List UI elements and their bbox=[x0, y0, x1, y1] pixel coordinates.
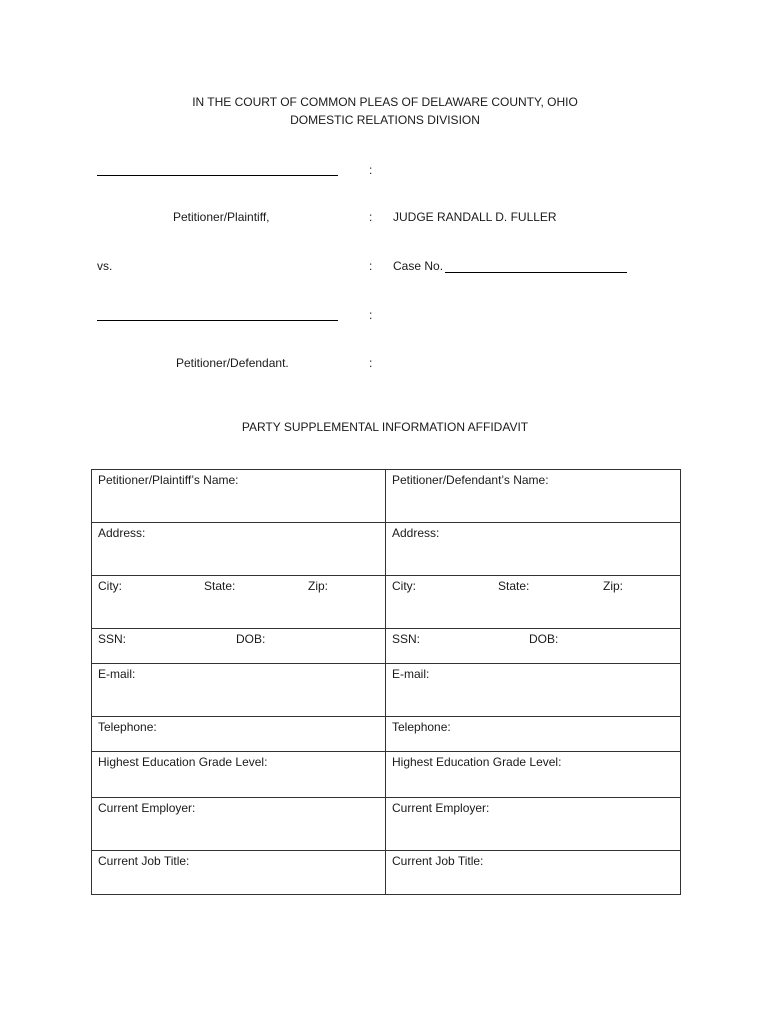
plaintiff-ssn-dob-cell[interactable] bbox=[92, 629, 386, 664]
plaintiff-email-cell[interactable] bbox=[92, 664, 386, 717]
field-label: Current Job Title: bbox=[392, 854, 484, 868]
field-label: E-mail: bbox=[392, 667, 430, 681]
defendant-education-cell[interactable] bbox=[386, 752, 681, 798]
caption-colon: : bbox=[369, 308, 373, 322]
division-heading: DOMESTIC RELATIONS DIVISION bbox=[290, 113, 480, 127]
table-row bbox=[92, 576, 681, 629]
caption-colon: : bbox=[369, 259, 373, 273]
field-label: Zip: bbox=[603, 579, 624, 593]
field-label: Address: bbox=[98, 526, 146, 540]
table-row bbox=[92, 798, 681, 851]
table-row bbox=[92, 752, 681, 798]
defendant-telephone-cell[interactable] bbox=[386, 717, 681, 752]
field-label: Current Employer: bbox=[392, 801, 490, 815]
field-label: City: bbox=[392, 579, 416, 593]
plaintiff-address-cell[interactable] bbox=[92, 523, 386, 576]
field-label: Address: bbox=[392, 526, 440, 540]
field-label: Telephone: bbox=[98, 720, 157, 734]
plaintiff-education-cell[interactable] bbox=[92, 752, 386, 798]
defendant-employer-cell[interactable] bbox=[386, 798, 681, 851]
case-no-label: Case No. bbox=[393, 259, 444, 273]
defendant-city-state-zip-cell[interactable] bbox=[386, 576, 681, 629]
field-label: Highest Education Grade Level: bbox=[392, 755, 562, 769]
defendant-name-cell[interactable] bbox=[386, 470, 681, 523]
field-label: State: bbox=[204, 579, 236, 593]
field-label: Zip: bbox=[308, 579, 329, 593]
judge-name: JUDGE RANDALL D. FULLER bbox=[393, 210, 557, 224]
case-no-line[interactable] bbox=[445, 272, 627, 273]
field-label: DOB: bbox=[236, 632, 266, 646]
plaintiff-city-state-zip-cell[interactable] bbox=[92, 576, 386, 629]
table-row bbox=[92, 717, 681, 752]
caption-colon: : bbox=[369, 356, 373, 370]
field-label: Petitioner/Plaintiff’s Name: bbox=[98, 473, 239, 487]
court-heading: IN THE COURT OF COMMON PLEAS OF DELAWARE COUNTY, OHIO bbox=[192, 95, 578, 109]
field-label: Current Employer: bbox=[98, 801, 196, 815]
table-row bbox=[92, 664, 681, 717]
plaintiff-name-cell[interactable] bbox=[92, 470, 386, 523]
table-row bbox=[92, 629, 681, 664]
petitioner-defendant-label: Petitioner/Defendant. bbox=[176, 356, 289, 370]
defendant-job-title-cell[interactable] bbox=[386, 851, 681, 895]
field-label: DOB: bbox=[529, 632, 559, 646]
form-title: PARTY SUPPLEMENTAL INFORMATION AFFIDAVIT bbox=[241, 420, 529, 434]
plaintiff-job-title-cell[interactable] bbox=[92, 851, 386, 895]
defendant-ssn-dob-cell[interactable] bbox=[386, 629, 681, 664]
field-label: Current Job Title: bbox=[98, 854, 190, 868]
party-info-table bbox=[91, 469, 681, 895]
field-label: E-mail: bbox=[98, 667, 136, 681]
plaintiff-employer-cell[interactable] bbox=[92, 798, 386, 851]
plaintiff-name-line[interactable] bbox=[97, 175, 338, 176]
table-row bbox=[92, 523, 681, 576]
field-label: SSN: bbox=[98, 632, 127, 646]
field-label: SSN: bbox=[392, 632, 421, 646]
plaintiff-telephone-cell[interactable] bbox=[92, 717, 386, 752]
defendant-name-line[interactable] bbox=[97, 320, 338, 321]
defendant-email-cell[interactable] bbox=[386, 664, 681, 717]
field-label: Petitioner/Defendant’s Name: bbox=[392, 473, 549, 487]
field-label: Highest Education Grade Level: bbox=[98, 755, 268, 769]
field-label: State: bbox=[498, 579, 530, 593]
field-label: City: bbox=[98, 579, 122, 593]
vs-label: vs. bbox=[97, 259, 113, 273]
defendant-address-cell[interactable] bbox=[386, 523, 681, 576]
field-label: Telephone: bbox=[392, 720, 451, 734]
caption-colon: : bbox=[369, 210, 373, 224]
caption-colon: : bbox=[369, 163, 373, 177]
petitioner-plaintiff-label: Petitioner/Plaintiff, bbox=[173, 210, 270, 224]
table-row bbox=[92, 851, 681, 895]
table-row bbox=[92, 470, 681, 523]
